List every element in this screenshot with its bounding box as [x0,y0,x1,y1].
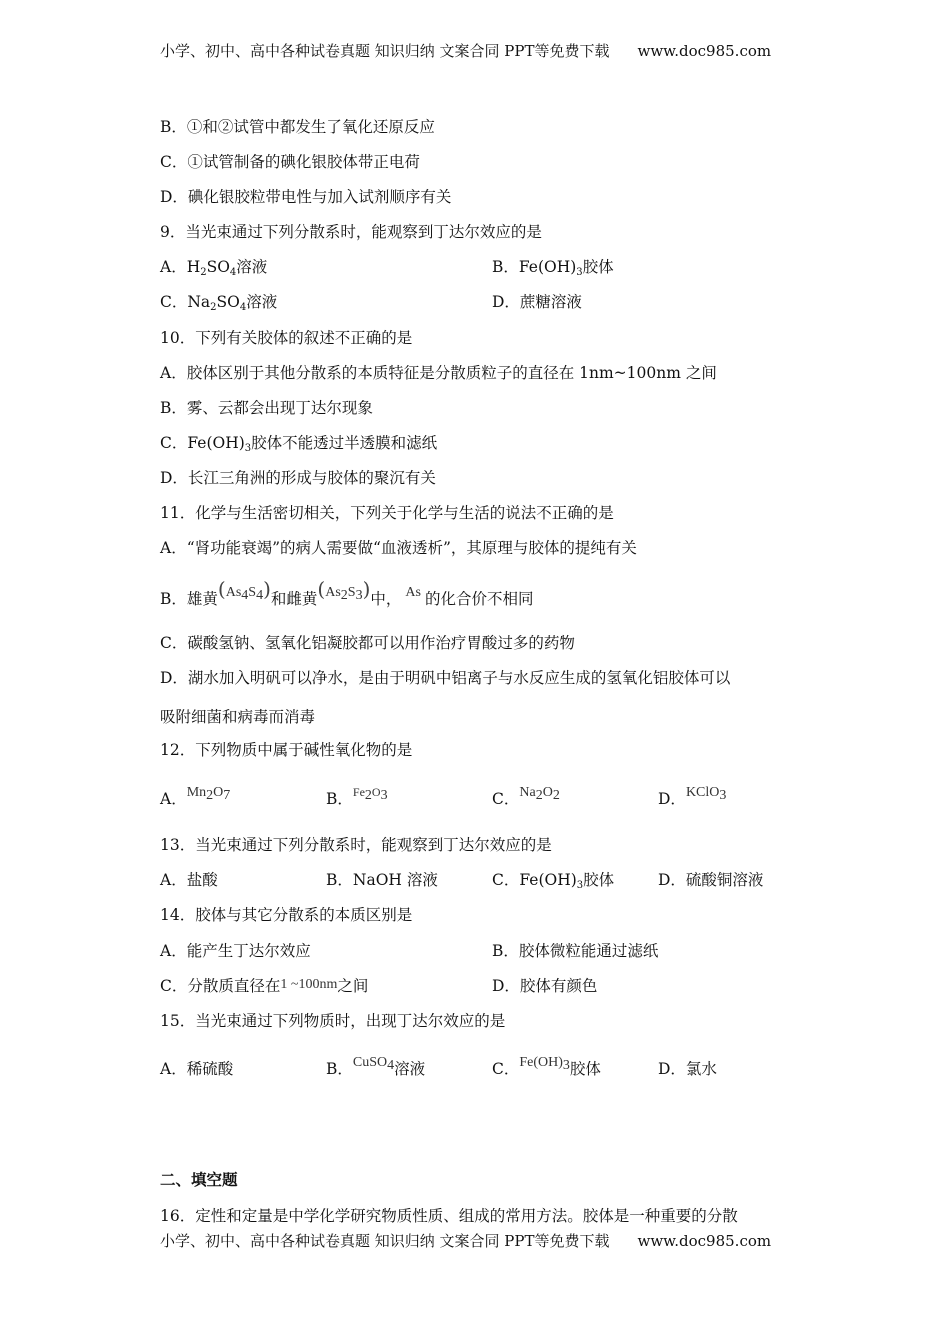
q11-option-c: C．碳酸氢钠、氢氧化铝凝胶都可以用作治疗胃酸过多的药物 [160,634,575,652]
q9-option-d: D．蔗糖溶液 [492,293,582,311]
header-text: 小学、初中、高中各种试卷真题 知识归纳 文案合同 PPT等免费下载 [160,42,610,60]
q12-option-d: D．KClO$_3$ [658,785,727,808]
q15-option-a: A．稀硫酸 [160,1060,234,1078]
q9-option-b: B．$Fe(OH)_3$胶体 [492,258,614,278]
q11-option-b: B．雄黄$(As_4S_4)$和雌黄$(As_2S_3)$中， As 的化合价不相同 [160,577,534,608]
q14-option-a: A．能产生丁达尔效应 [160,942,311,960]
q12-option-a: A．$Mn_2O_7$ [160,785,231,808]
q10-option-a: A．胶体区别于其他分散系的本质特征是分散质粒子的直径在 1nm~100nm 之间 [160,364,717,382]
q13-stem: 13．当光束通过下列分散系时，能观察到丁达尔效应的是 [160,836,552,854]
q15-option-d: D．氯水 [658,1060,717,1078]
q15-option-b: B．CuSO$_4$溶液 [326,1055,426,1078]
page-header [160,40,800,61]
q11-stem: 11．化学与生活密切相关，下列关于化学与生活的说法不正确的是 [160,504,614,522]
q13-option-d: D．硫酸铜溶液 [658,871,764,889]
q12-option-c: C．$Na_2O_2$ [492,785,560,808]
q10-option-b: B．雾、云都会出现丁达尔现象 [160,399,373,417]
q12-option-b: B．$^{Fe_2O_3}$ [326,785,388,808]
q11-option-d-line2: 吸附细菌和病毒而消毒 [160,708,316,726]
q8-option-d: D．碘化银胶粒带电性与加入试剂顺序有关 [160,188,452,206]
header-site: www.doc985.com [637,42,772,60]
q10-option-c: C．$Fe(OH)_3$胶体不能透过半透膜和滤纸 [160,434,438,454]
q14-stem: 14．胶体与其它分散系的本质区别是 [160,906,413,924]
q8-option-c: C．①试管制备的碘化银胶体带正电荷 [160,153,420,171]
q13-option-a: A．盐酸 [160,871,218,889]
q11-option-a: A．“肾功能衰竭”的病人需要做“血液透析”，其原理与胶体的提纯有关 [160,539,637,557]
page-footer [160,1230,800,1251]
q9-option-a: A．$H_2SO_4$溶液 [160,258,268,278]
q14-option-b: B．胶体微粒能通过滤纸 [492,942,659,960]
q9-option-c: C．$Na_2SO_4$溶液 [160,293,278,313]
q12-stem: 12．下列物质中属于碱性氧化物的是 [160,741,413,759]
q10-stem: 10．下列有关胶体的叙述不正确的是 [160,329,413,347]
section-title: 二、填空题 [160,1170,238,1189]
footer-site: www.doc985.com [637,1232,772,1250]
footer-text: 小学、初中、高中各种试卷真题 知识归纳 文案合同 PPT等免费下载 [160,1232,610,1250]
q14-option-c: C．分散质直径在1 ~100nm之间 [160,977,369,995]
q16-stem: 16．定性和定量是中学化学研究物质性质、组成的常用方法。胶体是一种重要的分散 [160,1207,738,1225]
q11-option-d-line1: D．湖水加入明矾可以净水，是由于明矾中铝离子与水反应生成的氢氧化铝胶体可以 [160,669,731,687]
q11-formula-as: As [405,585,421,600]
q11-formula-realgar: $(As_4S_4)$ [217,577,271,603]
q9-stem: 9．当光束通过下列分散系时，能观察到丁达尔效应的是 [160,223,542,241]
q13-option-c: C．$Fe(OH)_3$胶体 [492,871,615,891]
q15-option-c: C．$Fe(OH)_3$胶体 [492,1055,601,1078]
q8-option-b: B．①和②试管中都发生了氧化还原反应 [160,118,435,136]
q11-formula-orpiment: $(As_2S_3)$ [317,577,371,603]
q15-stem: 15．当光束通过下列物质时，出现丁达尔效应的是 [160,1012,506,1030]
q10-option-d: D．长江三角洲的形成与胶体的聚沉有关 [160,469,436,487]
q14-option-d: D．胶体有颜色 [492,977,598,995]
q13-option-b: B．NaOH 溶液 [326,871,438,889]
